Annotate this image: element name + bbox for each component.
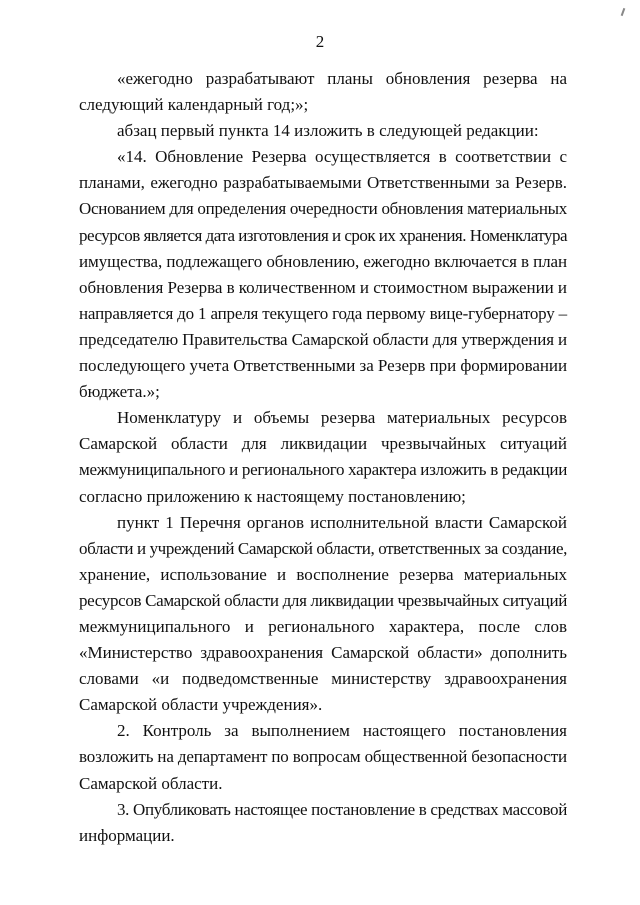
text-line: «ежегодно разрабатывают планы обновления резерва на bbox=[117, 69, 567, 88]
text-line: 2. Контроль за выполнением настоящего постановления bbox=[117, 721, 567, 741]
text-line: 3. Опубликовать настоящее постановление в средствах массовой bbox=[117, 799, 567, 819]
page-number: 2 bbox=[315, 32, 325, 51]
text-line: абзац первый пункта 14 изложить в следующей редакции: bbox=[117, 121, 539, 141]
text-line: словами «и подведомственные министерству здравоохранения bbox=[79, 669, 567, 689]
text-line: председателю Правительства Самарской области для утверждения и bbox=[79, 329, 567, 349]
text-line: обновления Резерва в количественном и стоимостном выражении и bbox=[79, 277, 567, 297]
text-line: имущества, подлежащего обновлению, ежегодно включается в план bbox=[79, 251, 567, 271]
text-line: ресурсов является дата изготовления и срок их хранения. Номенклатура bbox=[79, 225, 567, 245]
text-line: информации. bbox=[79, 825, 175, 845]
text-line: межмуниципального и регионального характера изложить в редакции bbox=[79, 460, 567, 480]
text-line: Самарской области учреждения». bbox=[79, 695, 323, 715]
text-line: согласно приложению к настоящему постановлению; bbox=[79, 486, 466, 506]
text-line: направляется до 1 апреля текущего года первому вице-губернатору – bbox=[79, 303, 567, 323]
text-line: Номенклатуру и объемы резерва материальных ресурсов bbox=[117, 408, 567, 428]
scan-mark bbox=[621, 8, 626, 16]
text-line: «Министерство здравоохранения Самарской области» дополнить bbox=[79, 643, 567, 663]
text-line: следующий календарный год;»; bbox=[79, 95, 309, 115]
text-line: области и учреждений Самарской области, ответственных за создание, bbox=[79, 538, 567, 558]
document-body bbox=[79, 66, 567, 849]
text-line: последующего учета Ответственными за Резерв при формировании bbox=[79, 356, 567, 376]
text-line: Самарской области. bbox=[79, 773, 223, 793]
text-line: Основанием для определения очередности обновления материальных bbox=[79, 199, 567, 219]
text-line: бюджета.»; bbox=[79, 382, 160, 402]
text-line: Самарской области для ликвидации чрезвычайных ситуаций bbox=[79, 434, 567, 454]
text-line: «14. Обновление Резерва осуществляется в соответствии с bbox=[117, 147, 567, 167]
text-line: хранение, использование и восполнение резерва материальных bbox=[79, 564, 567, 584]
text-line: планами, ежегодно разрабатываемыми Ответственными за Резерв. bbox=[79, 173, 567, 193]
text-line: ресурсов Самарской области для ликвидации чрезвычайных ситуаций bbox=[79, 590, 567, 610]
text-line: межмуниципального и регионального характера, после слов bbox=[79, 616, 567, 636]
text-line: возложить на департамент по вопросам общественной безопасности bbox=[79, 747, 567, 767]
text-line: пункт 1 Перечня органов исполнительной власти Самарской bbox=[117, 512, 567, 532]
